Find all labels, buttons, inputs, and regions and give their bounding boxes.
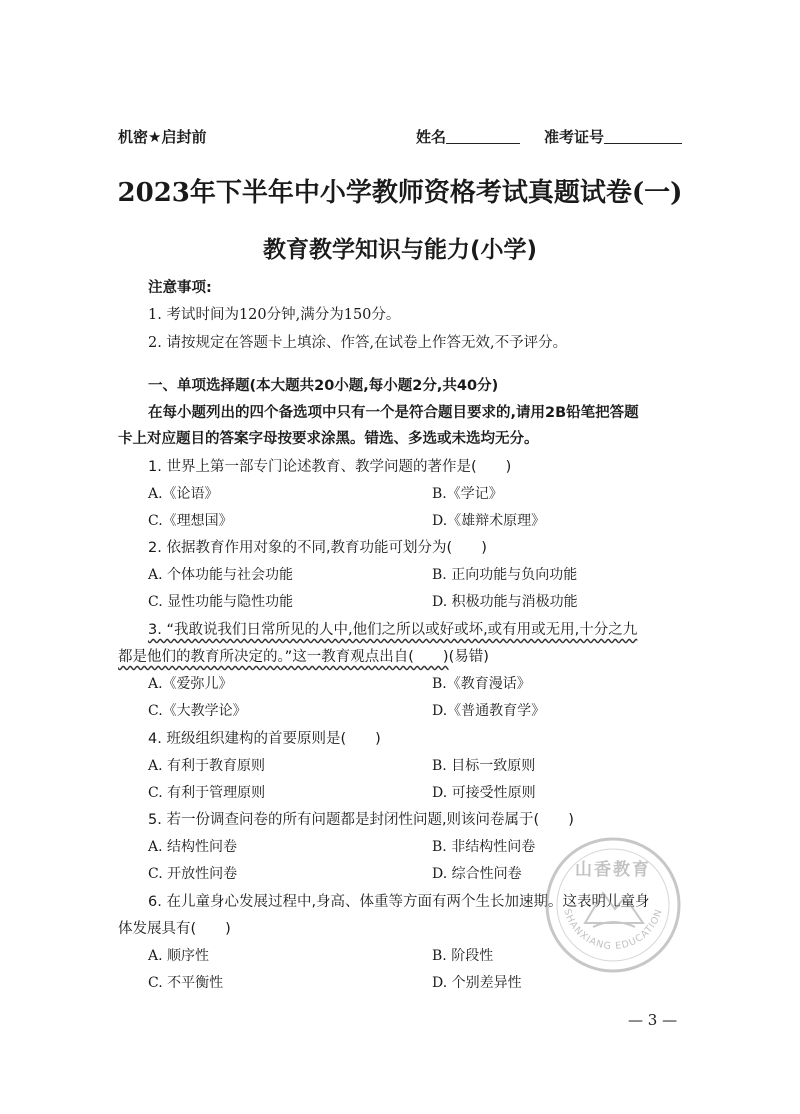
question-stem-line: 3. “我敢说我们日常所见的人中,他们之所以或好或坏,或有用或无用,十分之九 [148, 622, 638, 638]
question-stem [118, 645, 489, 666]
answer-option[interactable]: D. 积极功能与消极功能 [432, 594, 578, 610]
question-stem: 5. 若一份调查问卷的所有问题都是封闭性问题,则该问卷属于( ) [148, 812, 574, 828]
answer-option[interactable]: C. 开放性问卷 [148, 866, 238, 882]
answer-option[interactable]: C. 不平衡性 [148, 975, 224, 991]
section-heading: 一、单项选择题(本大题共20小题,每小题2分,共40分) [148, 378, 499, 394]
exam-id-field [544, 126, 682, 147]
answer-option[interactable]: A.《爱弥儿》 [148, 676, 233, 692]
answer-option[interactable]: D. 可接受性原则 [432, 785, 536, 801]
answer-option[interactable]: D. 个别差异性 [432, 975, 522, 991]
note-item: 2. 请按规定在答题卡上填涂、作答,在试卷上作答无效,不予评分。 [148, 335, 568, 351]
error-prone-note: (易错) [448, 649, 489, 665]
question-stem [148, 618, 637, 639]
confidential-mark: 机密★启封前 [118, 128, 207, 146]
exam-title: 2023年下半年中小学教师资格考试真题试卷(一) [117, 178, 683, 208]
answer-option[interactable]: A.《论语》 [148, 486, 219, 502]
exam-id-label: 准考证号 [544, 128, 605, 146]
notes-heading: 注意事项: [148, 280, 212, 296]
watermark-arc-text [561, 908, 665, 953]
page-header [118, 126, 688, 150]
answer-option[interactable]: C.《理想国》 [148, 513, 233, 529]
watermark-arc-text-path: SHANXIANG EDUCATION [561, 907, 665, 953]
answer-option[interactable]: C.《大教学论》 [148, 703, 247, 719]
section-instruction: 在每小题列出的四个备选项中只有一个是符合题目要求的,请用2B铅笔把答题 [148, 405, 639, 421]
answer-option[interactable]: A. 顺序性 [148, 948, 210, 964]
exam-id-blank[interactable] [604, 129, 682, 144]
question-stem: 4. 班级组织建构的首要原则是( ) [148, 731, 381, 747]
watermark-top-text: 山香教育 [575, 860, 651, 880]
name-field [416, 126, 520, 147]
answer-option[interactable]: B. 阶段性 [432, 948, 494, 964]
section-instruction: 卡上对应题目的答案字母按要求涂黑。错选、多选或未选均无分。 [118, 431, 539, 447]
question-stem: 2. 依据教育作用对象的不同,教育功能可划分为( ) [148, 540, 487, 556]
answer-option[interactable]: B. 目标一致原则 [432, 758, 536, 774]
answer-option[interactable]: C. 有利于管理原则 [148, 785, 266, 801]
answer-option[interactable]: B. 正向功能与负向功能 [432, 567, 578, 583]
exam-subtitle: 教育教学知识与能力(小学) [262, 237, 538, 263]
name-label: 姓名 [416, 128, 447, 146]
question-stem: 体发展具有( ) [118, 921, 231, 937]
page-number: — 3 — [628, 1011, 678, 1029]
question-stem-line: 都是他们的教育所决定的。”这一教育观点出自( ) [118, 649, 449, 665]
answer-option[interactable]: A. 结构性问卷 [148, 839, 238, 855]
answer-option[interactable]: D.《普通教育学》 [432, 703, 546, 719]
answer-option[interactable]: B.《教育漫话》 [432, 676, 531, 692]
mountain-icon [585, 893, 643, 923]
note-item: 1. 考试时间为120分钟,满分为150分。 [148, 307, 401, 323]
question-stem: 1. 世界上第一部专门论述教育、教学问题的著作是( ) [148, 459, 512, 475]
answer-option[interactable]: D. 综合性问卷 [432, 866, 522, 882]
answer-option[interactable]: A. 有利于教育原则 [148, 758, 266, 774]
answer-option[interactable]: C. 显性功能与隐性功能 [148, 594, 294, 610]
question-stem: 6. 在儿童身心发展过程中,身高、体重等方面有两个生长加速期。这表明儿童身 [148, 894, 650, 910]
answer-option[interactable]: B.《学记》 [432, 486, 503, 502]
name-blank[interactable] [446, 129, 520, 144]
shanxiang-watermark-logo [543, 835, 683, 975]
answer-option[interactable]: A. 个体功能与社会功能 [148, 567, 294, 583]
answer-option[interactable]: D.《雄辩术原理》 [432, 513, 546, 529]
answer-option[interactable]: B. 非结构性问卷 [432, 839, 536, 855]
